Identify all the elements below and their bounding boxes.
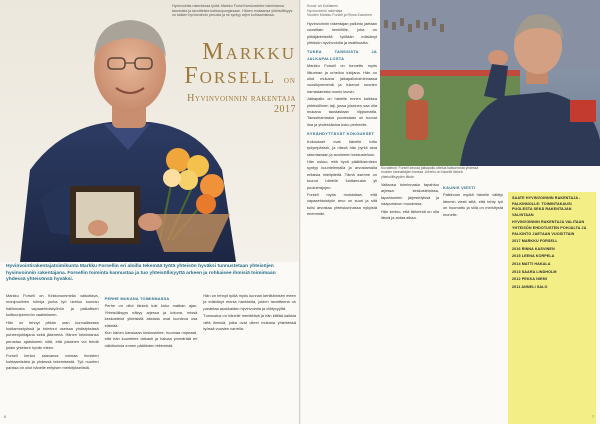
paragraph: Palkinnon myötä hänelle välittyi lämmin viesti siitä, että tehty työ on huomattu ja sillä on merkitystä monelle. [443, 192, 503, 217]
title-last-text: Forsell [184, 63, 276, 89]
section-heading: TUKEA TANSSISTA JA JALKAPALLOSTA [307, 49, 377, 61]
paragraph: Markku Forsell on Kirkkonummella vaikuttava, monipuolinen toimija jonka työ ulottuu kunnan hallinnosta vapaaehtoistyöhön ja paikallisen kulttuuriperinnön vaalimiseen. [6, 293, 99, 318]
stadium-illustration [380, 0, 600, 166]
article-title [168, 40, 296, 115]
left-body-columns [6, 293, 296, 373]
paragraph: Hän on tehnyt pitkän uran kunnallisessa luottamustyössä ja toiminut useissa yhdistyksissä puheenjohtajana sekä jäsenenä. Hänen toimintansa perustuu ajatukseen siitä, että jokainen voi tehdä jotain yhteisen hyvän eteen. [6, 319, 99, 351]
right-page [301, 0, 600, 424]
sidebar-item: 2017 MARKKU FORSELL [512, 239, 558, 244]
photo-credit: Kuvat: ari Kotilainen Hyvinvoinnin rakentaja Vuoden Markku Forsell ja Rinna Kasvinen [307, 4, 373, 18]
paragraph: Kun hänen kanssaan keskustelee, huomaa nopeasti, että hän kuuntelee tarkasti ja haluaa ymmärtää eri näkökulmia ennen päätösten tekemistä. [104, 330, 198, 348]
paragraph: Valtaosa toiminnasta tapahtuu arjessa: keskusteluissa, tapahtumien järjestelyissä ja naapuriavun muodossa. [381, 182, 439, 207]
right-column-3 [443, 182, 503, 219]
sidebar-item: 2014 MATTI HAKALA [512, 261, 551, 266]
lead-paragraph: Hyvinvointirakentajatoimikunta Markku Forsellin eri aloilla tekemää työtä yhteisön hyväksi tunnustetaan yhteisöjen hyvinvoinnin rakentajana. Forsellin toiminta kannustaa ja tuo yhteisöllisyyttä arkeen ja rohkaisee ihmisiä toimimaan yhdessä yhteisönsä hyväksi. [6, 264, 276, 283]
photo-caption: Hyvinvointia rakentavaa työtä: Markku Forsell keskustelee toimintansa taustoista ja tavoitteista kotikaupungissaan. Hänen mukaansa yhteisöllisyys on kaiken hyvinvoinnin perusta ja se syntyy arjen kohtaamisissa. [172, 4, 293, 18]
award-sidebar [508, 192, 596, 424]
paragraph: Hyvinvoinnin rakentajan palkinto jaetaan vuosittain henkilölle, joka on pitkäjänteisellä työllään edistänyt yhteisön hyvinvointia ja osallisuutta. [307, 20, 377, 45]
paragraph: Hän kertoo, että tärkeintä on olla läsnä ja antaa aikaa. [381, 208, 439, 221]
stadium-photo [380, 0, 600, 166]
title-subtitle: Hyvinvoinnin rakentaja [187, 93, 296, 104]
left-column-2 [105, 293, 198, 373]
section-heading: SYKÄHDYTTÄVÄT KOKOUKSET [307, 131, 375, 137]
title-last-name [168, 64, 296, 93]
stadium-caption: Kuvateksti: Forsell seuraa jalkapallo-ottelua katsomosta yhdessä muiden kannattajien kanssa. Urheilu on hänelle tärkeä yhteisöllisyyden lähde. [381, 166, 479, 179]
paragraph: Forsell myös muistuttaa, että vapaaehtoistyön arvo on suuri ja sitä tulisi arvostaa yhteiskunnassa nykyistä enemmän. [307, 191, 377, 217]
title-on: on [283, 75, 296, 86]
page-number-right: 7 [592, 415, 595, 419]
sidebar-item: SAATE HYVINVOINNIN RAKENTAJA -PALKINNOLLE: TOIMINTAKAUSI PUOLESTA SEKÄ RAKENTAJAN VALINTAAN [512, 196, 581, 217]
title-first-name: Markku [202, 39, 296, 65]
paragraph: Markku Forsell on tunnettu myös liikunnan ja urheilun tukijana. Hän on ollut mukana jalkapallotoiminnassa vuosikymmeniä ja tukenut nuorten harrastamista monin tavoin. [307, 63, 377, 94]
sidebar-item: 2011 ANNELI SALO [512, 284, 548, 289]
sidebar-item: 2016 RINNA KASVINEN [512, 246, 555, 251]
section-heading: KAUNIS VIESTI [443, 185, 476, 190]
sidebar-item: 2013 SAARA LINDHOLM [512, 269, 557, 274]
section-heading: PERHE MUKANA TOIMINNASSA [104, 296, 170, 301]
sidebar-item: HYVINVOINNIN RAKENTAJA VALITAAN YHTEISÖN EHDOTUSTEN POHJALTA JA PALKINTO JAETAAN VUOSITTAIN [512, 220, 587, 236]
paragraph: Kokoukset ovat hänelle tuttu työympäristö, ja niissä hän pyrkii aina rakentavaan ja avoimeen keskusteluun. [307, 138, 377, 157]
paragraph: Forsell kertoo saavansa voimaa ihmisten kohtaamisista ja yhdessä tekemisestä. Työ nuorten parissa on ollut hänelle erityisen merkityksellistä. [6, 352, 99, 371]
left-column-1 [6, 293, 99, 373]
sidebar-item: 2012 PEKKA NIEMI [512, 277, 547, 282]
paragraph: Perhe on ollut tärkeä tuki koko matkan ajan. Yhteisöllisyys näkyy arjessa ja kotona, missä keskustelut yhteisistä asioista ovat luonteva osa elämää. [104, 303, 198, 328]
right-column-2 [381, 182, 439, 222]
paragraph: Hän on tehnyt työtä myös kunnan kehittämisen eteen ja edistänyt monia hankkeita, joiden tavoitteena on parantaa asukkaiden hyvinvointia ja viihtyvyyttä. [203, 293, 297, 311]
paragraph: Hän uskoo, että hyvä päätöksenteko syntyy kuuntelemalla ja arvostamalla erilaisia mielipiteitä. Tämä asenne on tuonut hänelle luottamusta yli puoluerajojen. [307, 158, 377, 190]
title-year: 2017 [274, 104, 296, 115]
sidebar-item: 2015 LEENA KORPELA [512, 254, 555, 259]
paragraph: Jalkapallo on hänelle ennen kaikkea yhteisöllinen laji, jossa jokainen saa olla mukana taustastaan riippumatta. Tanssiharrastus puolestaan on tuonut iloa ja yhdessäoloa koko perheelle. [307, 96, 377, 127]
left-column-3 [203, 293, 296, 373]
page-number-left: 6 [4, 415, 7, 419]
right-column-1 [307, 4, 377, 219]
paragraph: Tunnustus on hänelle merkittävä ja hän kiittää kaikkia niitä ihmisiä, jotka ovat olleet mukana yhteisessä työssä vuosien varrella. [203, 313, 297, 332]
